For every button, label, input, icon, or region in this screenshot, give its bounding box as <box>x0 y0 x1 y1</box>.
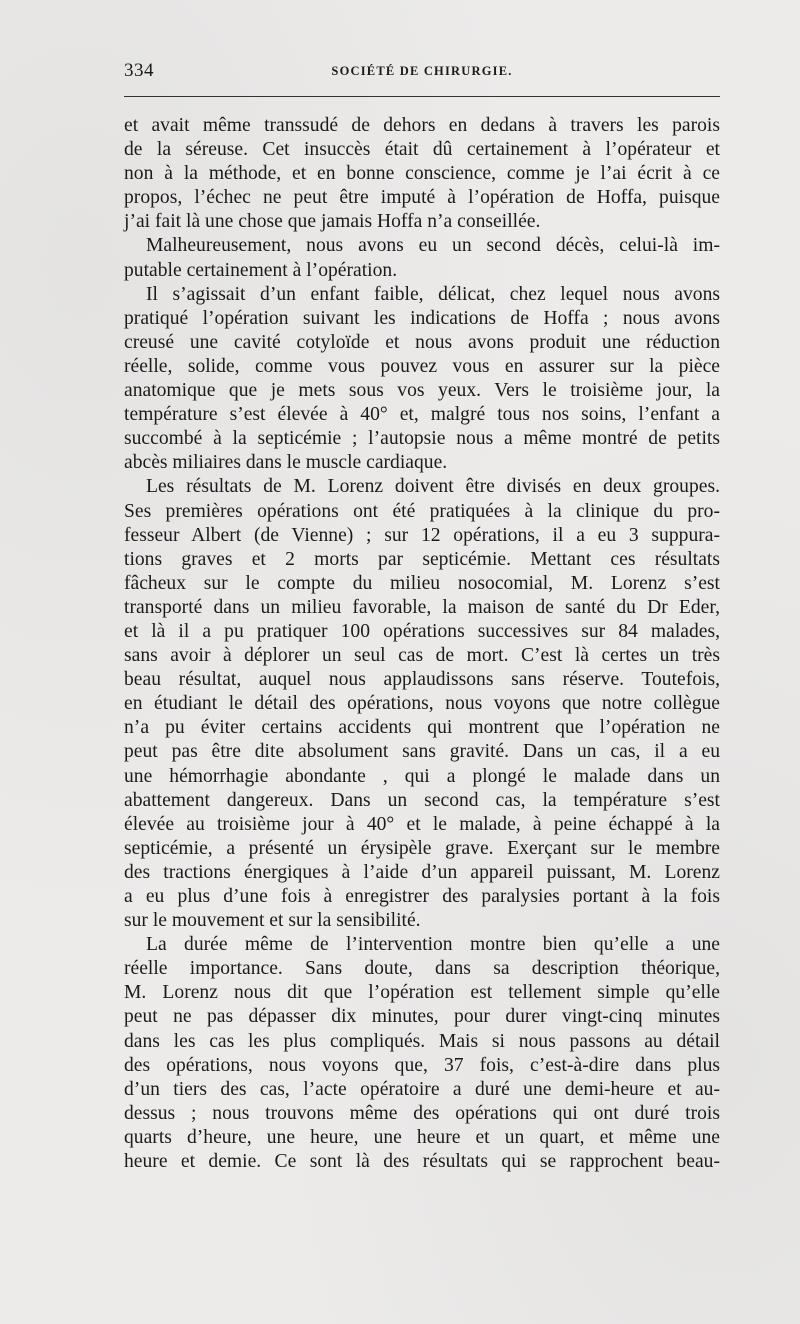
header-rule <box>124 96 720 97</box>
text-line: et avait même transsudé de dehors en dedans à travers les parois <box>124 115 720 136</box>
text-line: beau résultat, auquel nous applaudissons sans réserve. Toutefois, <box>124 669 720 691</box>
running-title: SOCIÉTÉ DE CHIRURGIE. <box>331 64 513 78</box>
body-text <box>124 114 720 1174</box>
text-line: fâcheux sur le compte du milieu nosocomial, M. Lorenz s’est <box>124 572 720 594</box>
text-line: La durée même de l’intervention montre bien qu’elle a une <box>146 934 720 956</box>
text-line: transporté dans un milieu favorable, la maison de santé du Dr Eder, <box>124 596 720 618</box>
text-line: fesseur Albert (de Vienne) ; sur 12 opérations, il a eu 3 suppura- <box>124 524 720 546</box>
text-line: peut ne pas dépasser dix minutes, pour durer vingt-cinq minutes <box>124 1006 720 1028</box>
text-line: réelle importance. Sans doute, dans sa description théorique, <box>124 958 720 980</box>
text-line: température s’est élevée à 40° et, malgré tous nos soins, l’enfant a <box>124 404 720 426</box>
text-line: M. Lorenz nous dit que l’opération est tellement simple qu’elle <box>124 982 720 1004</box>
text-line: abcès miliaires dans le muscle cardiaque. <box>124 452 448 474</box>
page-number: 334 <box>124 60 154 81</box>
text-line: d’un tiers des cas, l’acte opératoire a duré une demi-heure et au- <box>124 1078 720 1100</box>
text-line: succombé à la septicémie ; l’autopsie nous a même montré de petits <box>124 428 720 450</box>
text-line: Malheureusement, nous avons eu un second décès, celui-là im- <box>146 235 720 257</box>
text-line: en étudiant le détail des opérations, nous voyons que notre collègue <box>124 693 720 715</box>
text-line: Les résultats de M. Lorenz doivent être divisés en deux groupes. <box>146 476 720 498</box>
text-line: anatomique que je mets sous vos yeux. Vers le troisième jour, la <box>124 380 720 402</box>
text-line: putable certainement à l’opération. <box>124 259 398 281</box>
text-line: n’a pu éviter certains accidents qui montrent que l’opération ne <box>124 717 720 739</box>
text-line: sans avoir à déplorer un seul cas de mort. C’est là certes un très <box>124 645 720 667</box>
text-line: heure et demie. Ce sont là des résultats qui se rapprochent beau- <box>124 1151 720 1173</box>
text-line: a eu plus d’une fois à enregistrer des paralysies portant à la fois <box>124 886 720 907</box>
text-line: sur le mouvement et sur la sensibilité. <box>124 910 421 932</box>
text-line: une hémorrhagie abondante , qui a plongé le malade dans un <box>124 765 720 787</box>
text-line: dessus ; nous trouvons même des opérations qui ont duré trois <box>124 1102 720 1124</box>
text-line: pratiqué l’opération suivant les indications de Hoffa ; nous avons <box>124 307 720 329</box>
text-line: j’ai fait là une chose que jamais Hoffa n’a conseillée. <box>124 211 541 233</box>
text-line: propos, l’échec ne peut être imputé à l’opération de Hoffa, puisque <box>124 187 720 209</box>
text-line: élevée au troisième jour à 40° et le malade, à peine échappé à la <box>124 813 720 835</box>
page-header <box>124 58 720 84</box>
text-line: dans les cas les plus compliqués. Mais si nous passons au détail <box>124 1030 720 1052</box>
text-line: Ses premières opérations ont été pratiquées à la clinique du pro- <box>124 500 720 522</box>
text-line: creusé une cavité cotyloïde et nous avons produit une réduction <box>124 331 720 353</box>
text-line: des opérations, nous voyons que, 37 fois, c’est-à-dire dans plus <box>124 1054 720 1076</box>
text-line: quarts d’heure, une heure, une heure et un quart, et même une <box>124 1126 720 1148</box>
text-line: septicémie, a présenté un érysipèle grave. Exerçant sur le membre <box>124 837 720 859</box>
text-line: abattement dangereux. Dans un second cas, la température s’est <box>124 789 720 811</box>
text-line: et là il a pu pratiquer 100 opérations successives sur 84 malades, <box>124 620 720 642</box>
text-line: non à la méthode, et en bonne conscience, comme je l’ai écrit à ce <box>124 163 720 185</box>
text-line: tions graves et 2 morts par septicémie. Mettant ces résultats <box>124 548 720 570</box>
text-line: peut pas être dite absolument sans gravité. Dans un cas, il a eu <box>124 741 720 763</box>
text-line: réelle, solide, comme vous pouvez vous en assurer sur la pièce <box>124 355 720 377</box>
text-line: des tractions énergiques à l’aide d’un appareil puissant, M. Lorenz <box>124 861 720 883</box>
text-line: Il s’agissait d’un enfant faible, délicat, chez lequel nous avons <box>146 283 720 305</box>
text-line: de la séreuse. Cet insuccès était dû certainement à l’opérateur et <box>124 139 720 161</box>
